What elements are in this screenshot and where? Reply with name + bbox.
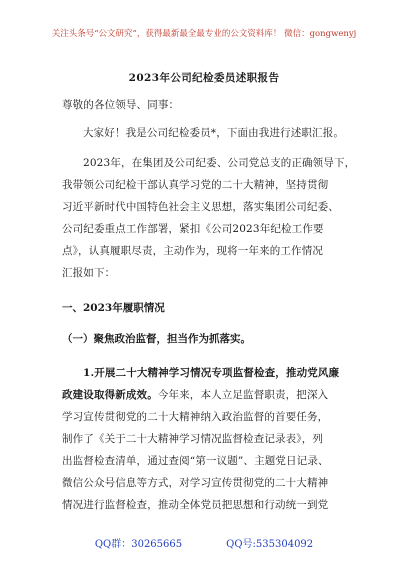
- paragraph-line: 公司纪委重点工作部署，紧扣《公司2023年纪检工作要: [62, 223, 324, 235]
- item-paragraph-start: 今年来，本人立足监督职责，把深入: [157, 389, 329, 401]
- paragraph-line: 我带领公司纪检干部认真学习党的二十大精神，坚持贯彻: [62, 179, 329, 191]
- item-paragraph-line: 情况进行监督检查，推动全体党员把思想和行动统一到党: [62, 499, 329, 511]
- item-paragraph-line: 出监督检查清单，通过查阅“第一议题”、主题党日记录、: [62, 455, 329, 467]
- header-banner: 关注头条号“公文研究”，获得最新最全最专业的公文资料库！ 微信：gongwenyj: [51, 29, 357, 39]
- item-paragraph-line: 微信公众号信息等方式，对学习宣传贯彻党的二十大精神: [62, 477, 329, 489]
- intro-paragraph: 大家好！我是公司纪检委员*，下面由我进行述职汇报。: [83, 127, 344, 139]
- item-paragraph-line: [62, 389, 352, 401]
- section-heading: 一、2023年履职情况: [62, 302, 165, 314]
- greeting: 尊敬的各位领导、同事：: [62, 99, 180, 111]
- document-title: 2023年公司纪检委员述职报告: [128, 72, 280, 84]
- paragraph-line: 2023年，在集团及公司纪委、公司党总支的正确领导下，: [83, 157, 356, 169]
- qq-number: QQ号:535304092: [226, 539, 314, 550]
- qq-group-number: QQ群：30265665: [94, 539, 183, 550]
- paragraph-line: 习近平新时代中国特色社会主义思想，落实集团公司纪委、: [62, 201, 339, 213]
- paragraph-line: 点》，认真履职尽责，主动作为，现将一年来的工作情况: [62, 245, 323, 257]
- paragraph-line: 汇报如下：: [62, 267, 116, 279]
- item-heading-continuation: 政建设取得新成效。: [62, 389, 158, 401]
- item-paragraph-line: 制作了《关于二十大精神学习情况监督检查记录表》，列: [62, 433, 323, 445]
- item-heading-line: 1.开展二十大精神学习情况专项监督检查，推动党风廉: [83, 367, 340, 379]
- subsection-heading: （一）聚焦政治监督，担当作为抓落实。: [62, 333, 251, 345]
- footer-contact: [0, 535, 408, 550]
- item-paragraph-line: 学习宣传贯彻党的二十大精神纳入政治监督的首要任务，: [62, 411, 329, 423]
